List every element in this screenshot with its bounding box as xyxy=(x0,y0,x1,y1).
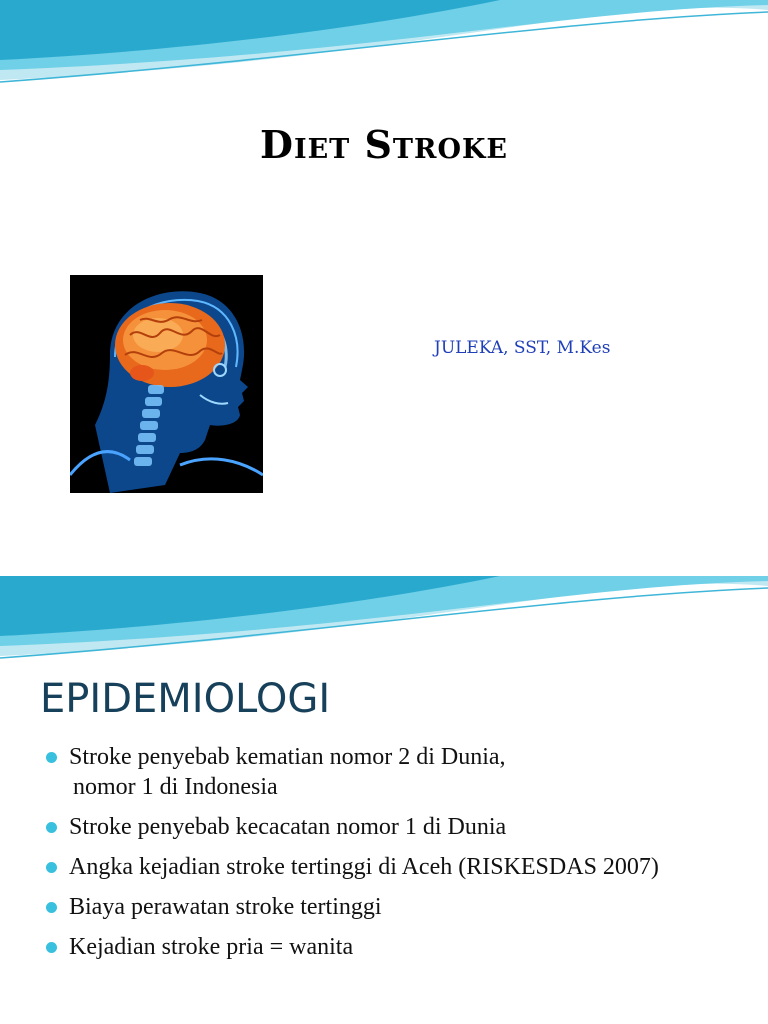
bullet-icon xyxy=(46,862,57,873)
bullet-continuation: nomor 1 di Indonesia xyxy=(73,774,278,800)
bullet-icon xyxy=(46,752,57,763)
bullet-text: Angka kejadian stroke tertinggi di Aceh (RISKESDAS 2007) xyxy=(69,854,659,880)
bullet-list xyxy=(44,742,744,972)
bullet-text: Stroke penyebab kecacatan nomor 1 di Dunia xyxy=(69,814,507,840)
bullet-icon xyxy=(46,822,57,833)
bullet-text: Biaya perawatan stroke tertinggi xyxy=(69,894,382,920)
list-item xyxy=(44,932,744,962)
bullet-icon xyxy=(46,942,57,953)
brain-xray-icon xyxy=(70,275,263,493)
author-name: JULEKA, SST, M.Kes xyxy=(434,338,611,358)
list-item xyxy=(44,892,744,922)
wave-decoration xyxy=(0,0,768,90)
bullet-icon xyxy=(46,902,57,913)
list-item xyxy=(44,742,744,802)
wave-decoration xyxy=(0,576,768,666)
slide-heading: EPIDEMIOLOGI xyxy=(40,676,331,722)
bullet-text: Kejadian stroke pria = wanita xyxy=(69,934,354,960)
bullet-text: Stroke penyebab kematian nomor 2 di Dunia, xyxy=(69,744,506,770)
list-item xyxy=(44,852,744,882)
slide-title-text: Diet Stroke xyxy=(259,122,509,167)
list-item xyxy=(44,812,744,842)
slide-epidemiologi xyxy=(0,576,768,1024)
